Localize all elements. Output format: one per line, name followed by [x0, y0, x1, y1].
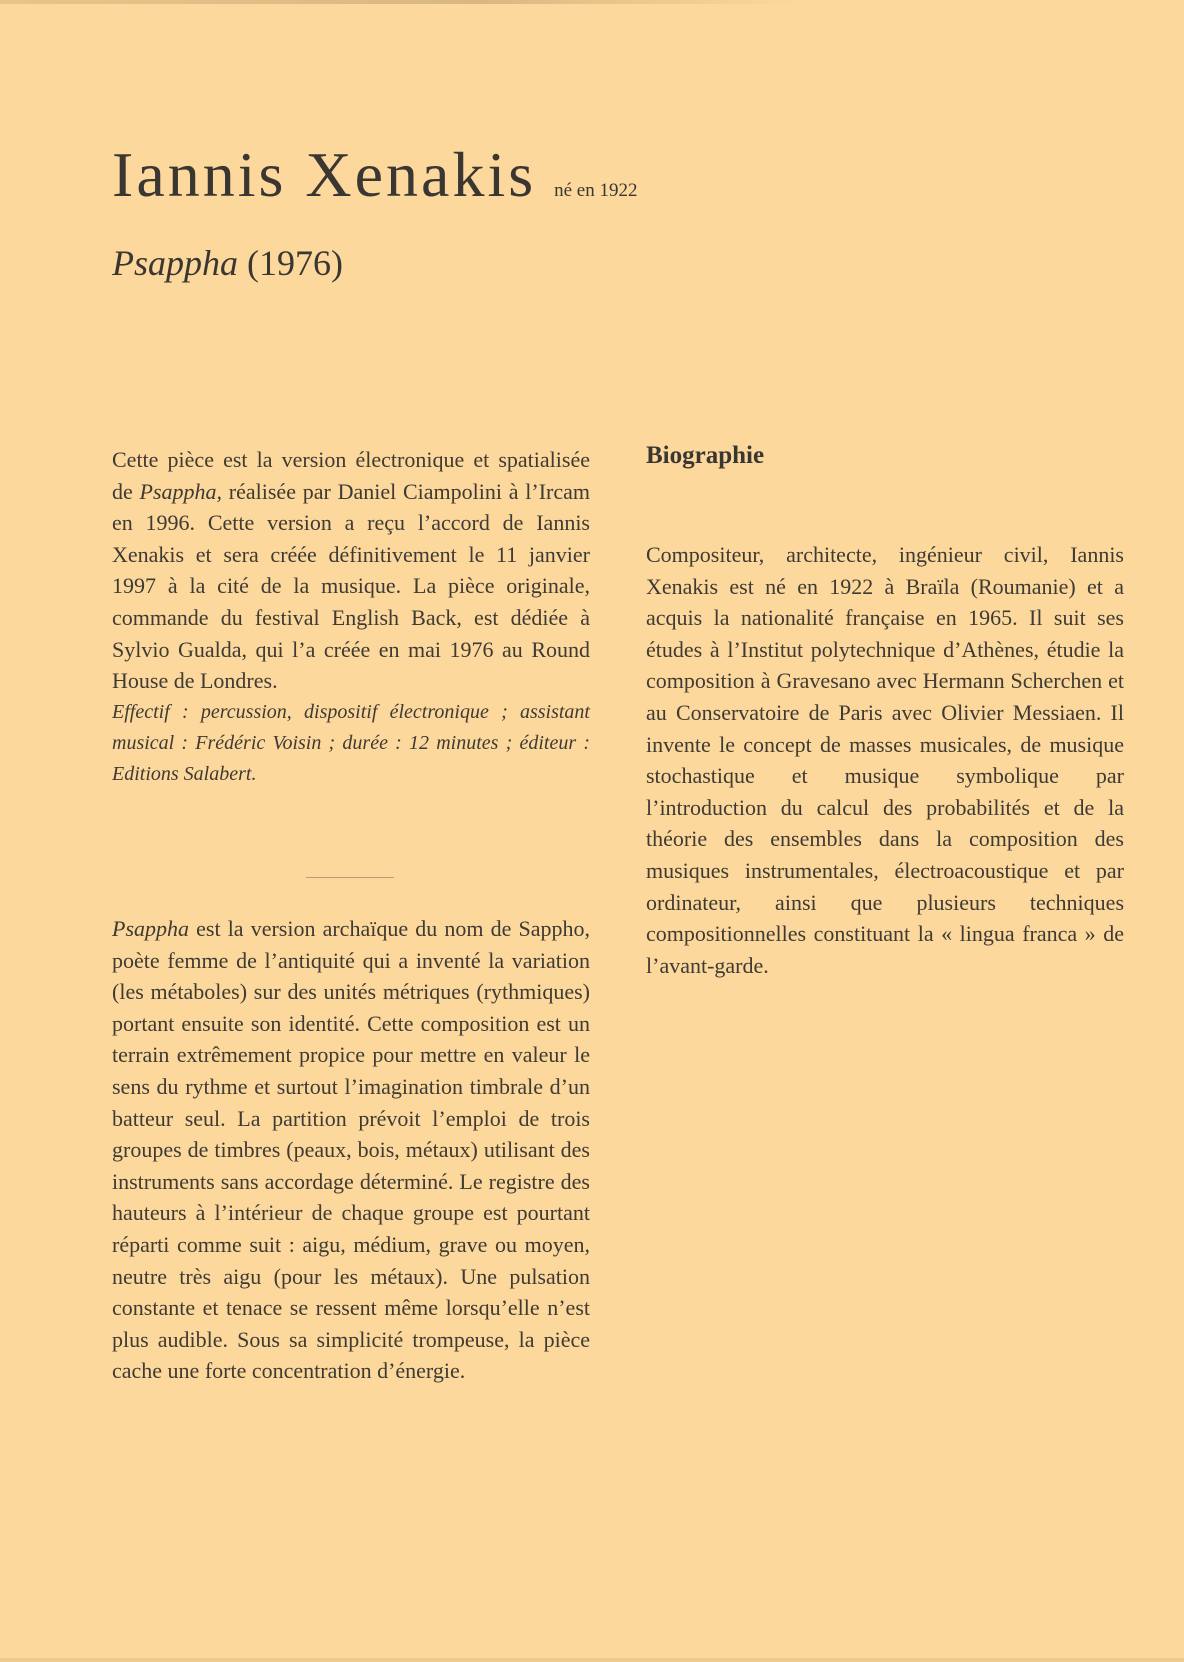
bottom-edge-rule [0, 1658, 1184, 1662]
description-text: est la version archaïque du nom de Sappho, poète femme de l’antiquité qui a inventé la variation (les métaboles) sur des unités métriques (rythmiques) portant ensuite son identité. Cette composition est un terrain extrêmement propice pour mettre en valeur le sens du rythme et surtout l’imagination timbrale d’un batteur seul. La partition prévoit l’emploi de trois groupes de timbres (peaux, bois, métaux) utilisant des instruments sans accordage déterminé. Le registre des hauteurs à l’intérieur de chaque groupe est pourtant réparti comme suit : aigu, médium, grave ou moyen, neutre très aigu (pour les métaux). Une pulsation constante et tenace se ressent même lorsqu’elle n’est plus audible. Sous sa simplicité trompeuse, la pièce cache une forte concentration d’énergie. [112, 916, 590, 1384]
work-title-heading [112, 242, 343, 284]
biography-paragraph: Compositeur, architecte, ingénieur civil, Iannis Xenakis est né en 1922 à Braïla (Roumanie) et a acquis la nationalité française en 1965. Il suit ses études à l’Institut polytechnique d’Athènes, étudie la composition à Gravesano avec Hermann Scherchen et au Conservatoire de Paris avec Olivier Messiaen. Il invente le concept de masses musicales, de musique stochastique et musique symbolique par l’introduction du calcul des probabilités et de la théorie des ensembles dans la composition des musiques instrumentales, électroacoustique et par ordinateur, ainsi que plusieurs techniques compositionnelles constituant la « lingua franca » de l’avant-garde. [646, 542, 1124, 978]
birth-note: né en 1922 [554, 180, 638, 201]
intro-work-title: Psappha, [139, 478, 223, 504]
intro-paragraph [112, 444, 590, 697]
work-year: (1976) [247, 243, 343, 283]
composer-name: Iannis Xenakis [112, 139, 537, 210]
description-paragraph [112, 913, 590, 1387]
credits-paragraph: Effectif : percussion, dispositif électronique ; assistant musical : Frédéric Voisin ; durée : 12 minutes ; éditeur : Editions Salabert. [112, 700, 590, 785]
section-divider [306, 877, 394, 878]
intro-section [112, 444, 590, 790]
intro-text-b: réalisée par Daniel Ciampolini à l’Ircam en 1996. Cette version a reçu l’accord de Iannis Xenakis et sera créée définitivement le 11 janvier 1997 à la cité de la musique. La pièce originale, commande du festival English Back, est dédiée à Sylvio Gualda, qui l’a créée en mai 1976 au Round House de Londres. [112, 478, 590, 694]
biography-heading: Biographie [646, 442, 765, 469]
composer-name-heading [112, 138, 638, 212]
intro-text-a: Cette pièce est la version électronique et spatialisée de [112, 447, 590, 504]
work-title: Psappha [112, 243, 238, 283]
description-work-title: Psappha [112, 916, 189, 941]
top-edge-rule [0, 0, 800, 4]
